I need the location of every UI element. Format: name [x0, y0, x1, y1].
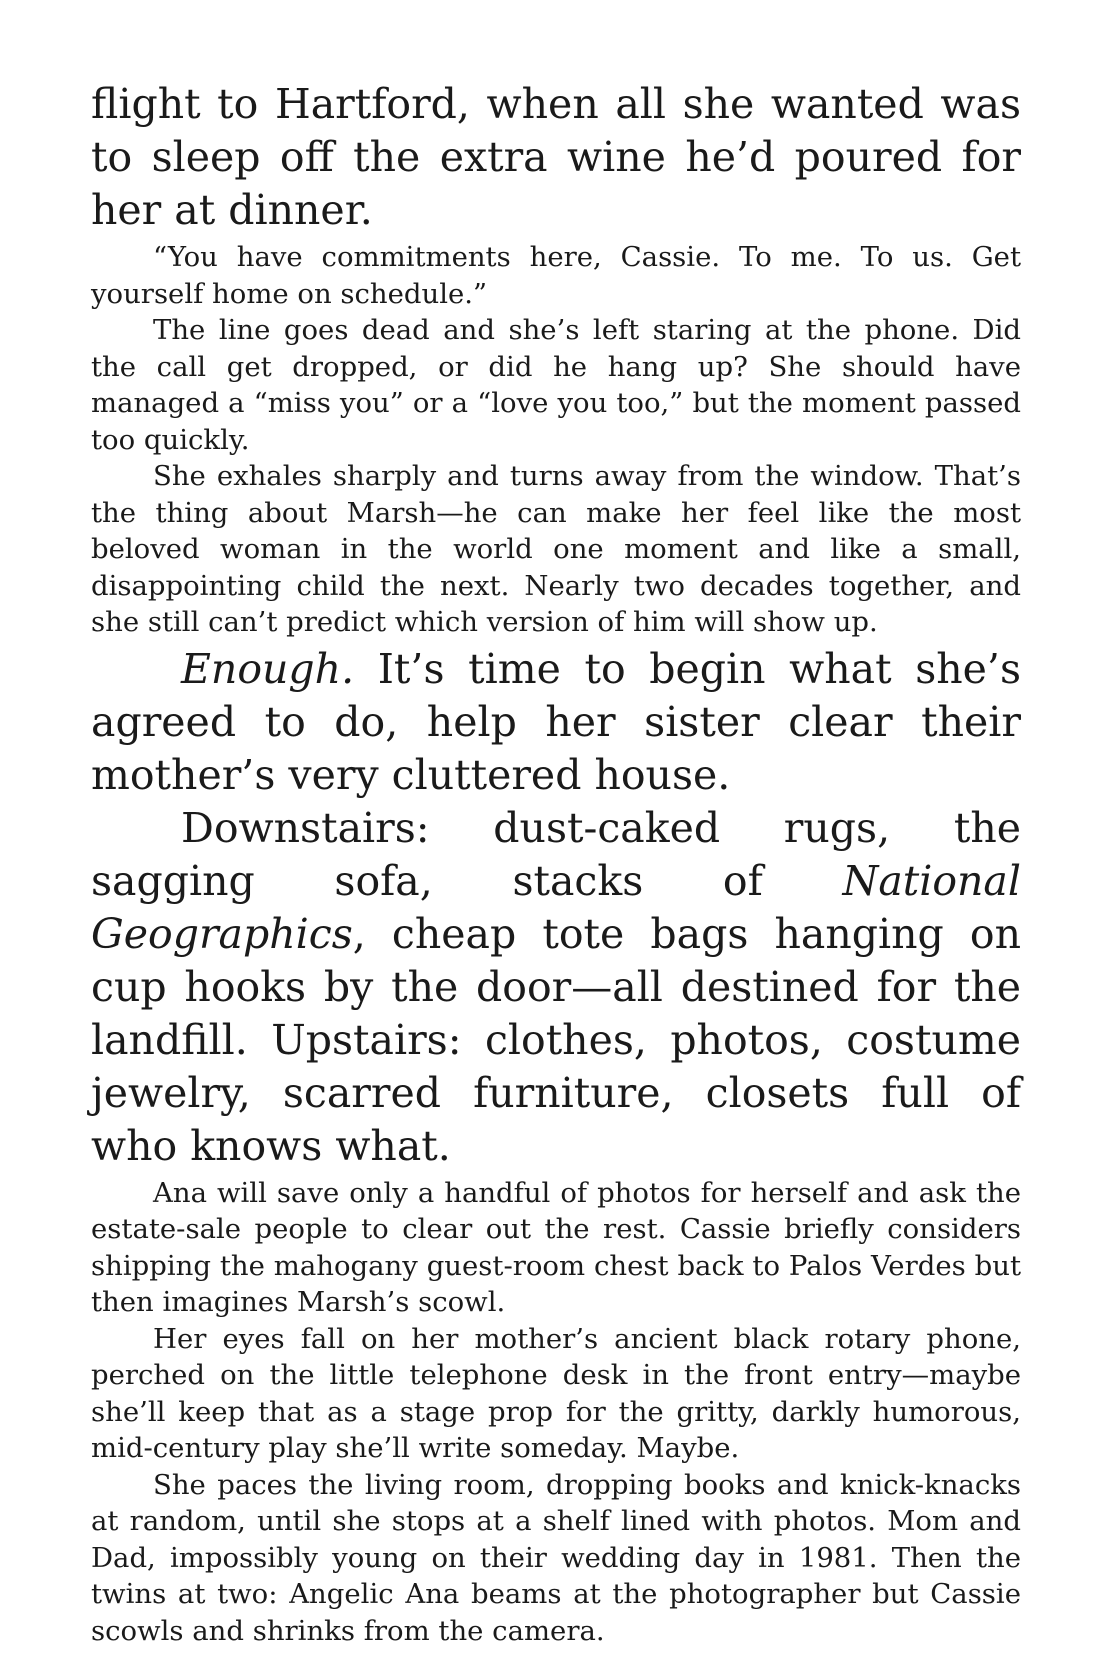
paragraph-dialogue: “You have commitments here, Cassie. To me. To us. Get yourself home on schedule.” [91, 241, 1021, 310]
paragraph-enough [91, 643, 1021, 802]
paragraph-enough-text: It’s time to begin what she’s agreed to do, help her sister clear their mother’s very cluttered house. [91, 644, 1021, 799]
paragraph-ana-photos: Ana will save only a handful of photos for herself and ask the estate-sale people to clear out the rest. Cassie briefly considers shipping the mahogany guest-room chest back to Palos Verdes but then imagines Marsh’s scowl. [91, 1176, 1021, 1318]
paragraph-marsh: She exhales sharply and turns away from the window. That’s the thing about Marsh—he can make her feel like the most beloved woman in the world one moment and like a small, disappointing child the next. Nearly two decades together, and she still can’t predict which version of him will show up. [91, 460, 1021, 638]
paragraph-rotary-phone: Her eyes fall on her mother’s ancient black rotary phone, perched on the little telephone desk in the front entry—maybe she’ll keep that as a stage prop for the gritty, darkly humorous, mid-century play she’ll write someday. Maybe. [91, 1322, 1021, 1464]
paragraph-line-goes-dead: The line goes dead and she’s left staring at the phone. Did the call get dropped, or did he hang up? She should have managed a “miss you” or a “love you too,” but the moment passed too quickly. [91, 314, 1021, 456]
paragraph-downstairs-after: , cheap tote bags hanging on cup hooks by the door—all destined for the landfill. Upstairs: clothes, photos, costume jewelry, scarred furniture, closets full of who knows what. [91, 909, 1021, 1170]
paragraph-downstairs-before: Downstairs: dust-caked rugs, the sagging sofa, stacks of [91, 803, 1021, 905]
paragraph-living-room: She paces the living room, dropping books and knick-knacks at random, until she stops at a shelf lined with photos. Mom and Dad, impossibly young on their wedding day in 1981. Then the twins at two: Angelic Ana beams at the photographer but Cassie scowls and shrinks from the camera. [91, 1468, 1021, 1647]
book-page [91, 78, 1021, 1649]
emphasis-national-geographics: National Geographics [91, 856, 1021, 958]
paragraph-downstairs [91, 802, 1021, 1173]
emphasis-enough: Enough. [181, 644, 355, 693]
paragraph-continuation: flight to Hartford, when all she wanted was to sleep off the extra wine he’d poured for her at dinner. [91, 80, 1021, 234]
